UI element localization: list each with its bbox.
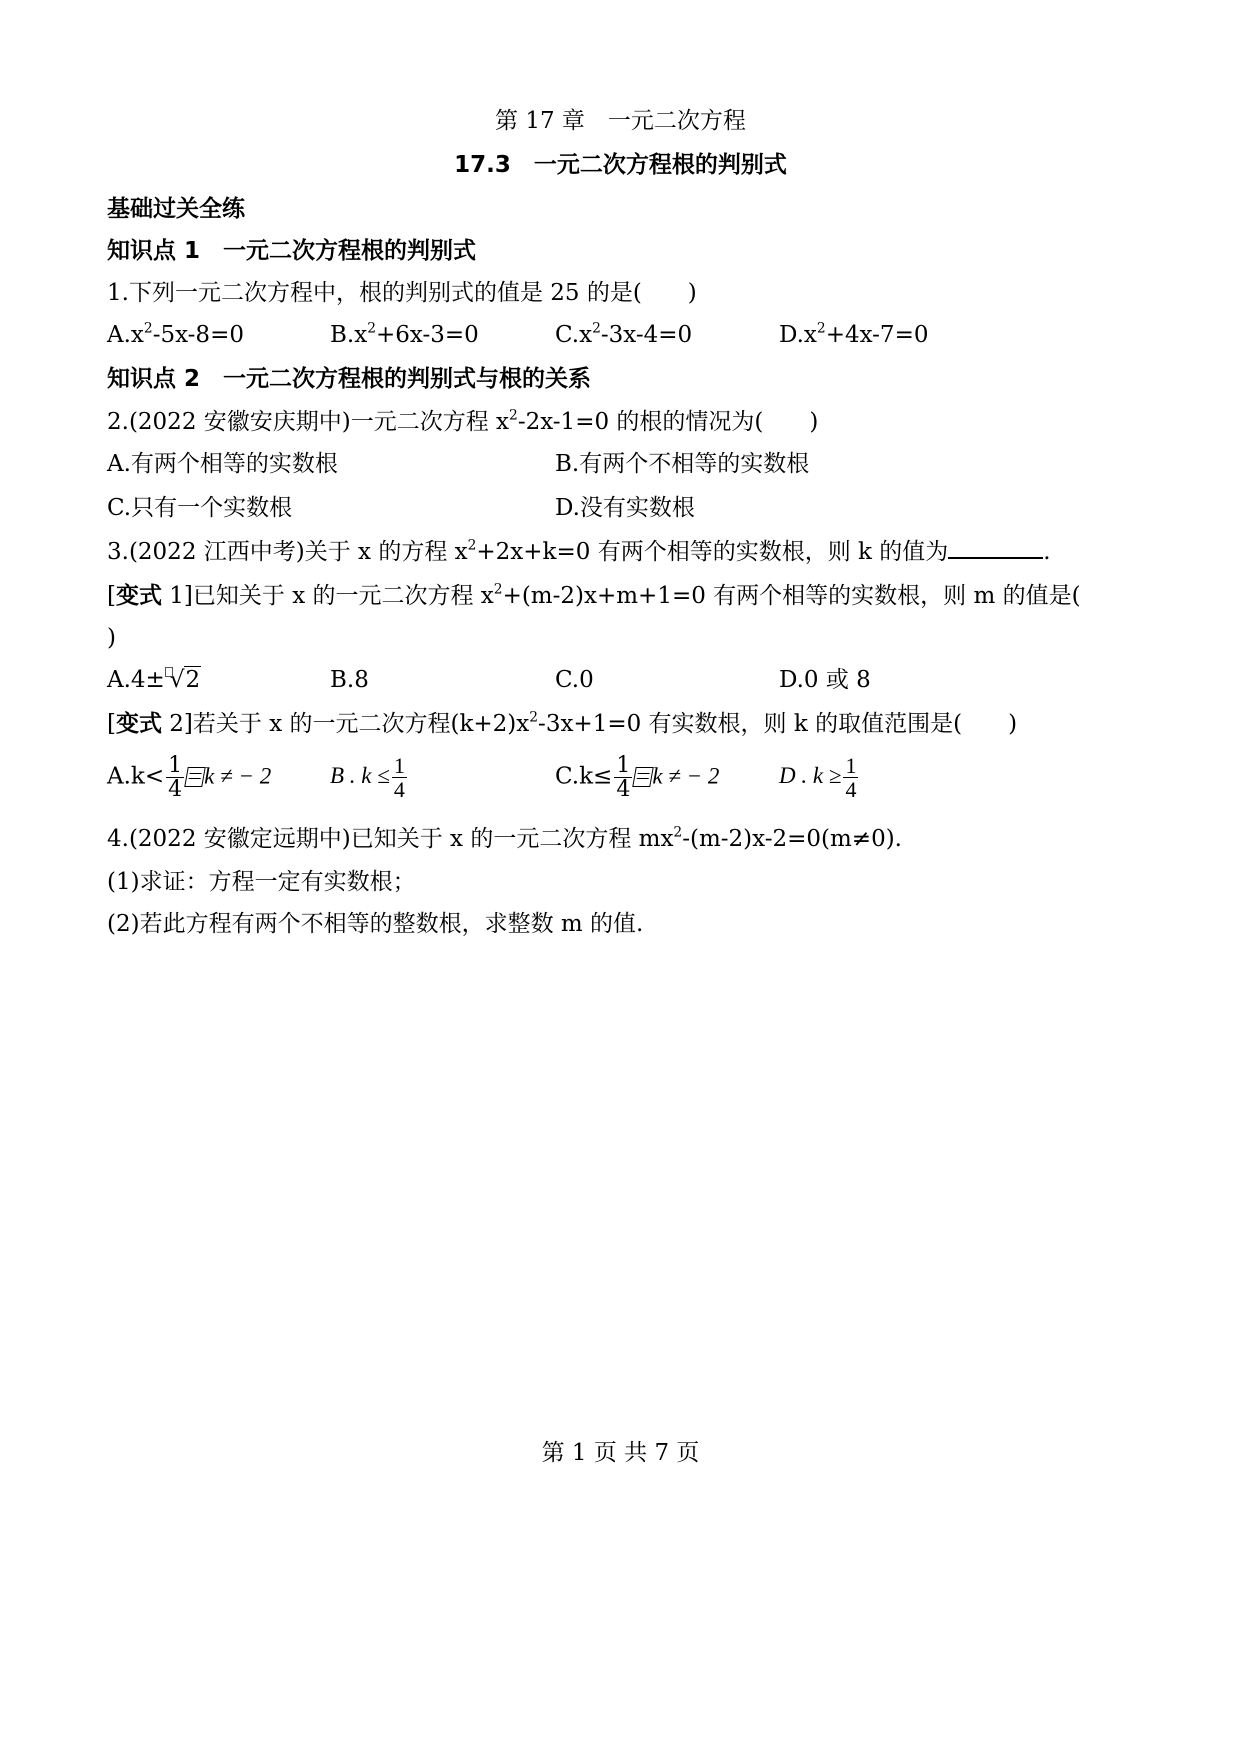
- chapter-title: 第 17 章 一元二次方程: [495, 108, 746, 134]
- page-footer: 第 1 页 共 7 页: [541, 1440, 700, 1466]
- v1-option-d: D.0 或 8: [779, 667, 871, 693]
- fraction: $\frac{1}{4}$: [616, 753, 631, 803]
- question-3: 3.(2022 江西中考)关于 x 的方程 $x^2+2x+k=0$ 有两个相等的实数根，则 k 的值为 .: [107, 537, 1051, 565]
- q1-option-b: $B.x^2+6x-3=0$: [330, 320, 479, 348]
- variant-1: [变式 1]已知关于 x 的一元二次方程 $x^2+(m-2)x+m+1=0$ 有两个相等的实数根，则 m 的值是(: [107, 581, 1081, 609]
- v2-option-a: A.k< $\frac{1}{4}$ k ≠ − 2: [107, 753, 272, 803]
- variant-tag: 变式: [115, 583, 162, 609]
- variant-tag: 变式: [115, 711, 162, 737]
- q2-option-d: D.没有实数根: [555, 495, 695, 521]
- garbled-glyph-icon: [633, 767, 655, 787]
- variant-2: [变式 2]若关于 x 的一元二次方程$(k+2)x^2-3x+1=0$ 有实数根，则 k 的取值范围是( ): [107, 709, 1018, 737]
- q4-part-2: (2)若此方程有两个不相等的整数根，求整数 m 的值.: [107, 911, 644, 937]
- part-heading: 基础过关全练: [107, 196, 245, 222]
- fraction: $\frac{1}{4}$: [393, 753, 405, 803]
- fraction: $\frac{1}{4}$: [845, 753, 857, 803]
- q4-part-1: (1)求证：方程一定有实数根；: [107, 869, 416, 895]
- knowledge-point-1: 知识点 1 一元二次方程根的判别式: [107, 238, 477, 264]
- section-title: 17.3 一元二次方程根的判别式: [454, 152, 787, 178]
- v2-option-c: C.k≤ $\frac{1}{4}$ k ≠ − 2: [555, 753, 720, 803]
- v1-option-b: B.8: [330, 667, 369, 693]
- garbled-glyph-icon: [184, 767, 206, 787]
- question-2: 2.(2022 安徽安庆期中)一元二次方程 $x^2-2x-1=0$ 的根的情况为( ): [107, 407, 819, 435]
- q1-option-a: $A.x^2-5x-8=0$: [107, 320, 244, 348]
- q2-option-c: C.只有一个实数根: [107, 495, 293, 521]
- q1-option-c: $C.x^2-3x-4=0$: [555, 320, 693, 348]
- question-4: 4.(2022 安徽定远期中)已知关于 x 的一元二次方程 $mx^2-(m-2)x-2=0(m\ne 0)$.: [107, 824, 902, 852]
- q1-option-d: $D.x^2+4x-7=0$: [779, 320, 929, 348]
- question-1: 1.下列一元二次方程中，根的判别式的值是 25 的是( ): [107, 280, 697, 306]
- radical-sign: √2: [165, 667, 201, 693]
- knowledge-point-2: 知识点 2 一元二次方程根的判别式与根的关系: [107, 366, 592, 392]
- v1-option-c: C.0: [555, 667, 594, 693]
- v2-option-b: B . k ≤ $\frac{1}{4}$: [330, 753, 405, 803]
- variant-1-close: ): [107, 625, 116, 651]
- v1-option-a: A.4± √2: [107, 667, 201, 693]
- q2-option-b: B.有两个不相等的实数根: [555, 451, 810, 477]
- v2-option-d: D . k ≥ $\frac{1}{4}$: [779, 753, 857, 803]
- answer-blank[interactable]: [948, 556, 1043, 559]
- q2-option-a: A.有两个相等的实数根: [107, 451, 338, 477]
- fraction: $\frac{1}{4}$: [168, 753, 183, 803]
